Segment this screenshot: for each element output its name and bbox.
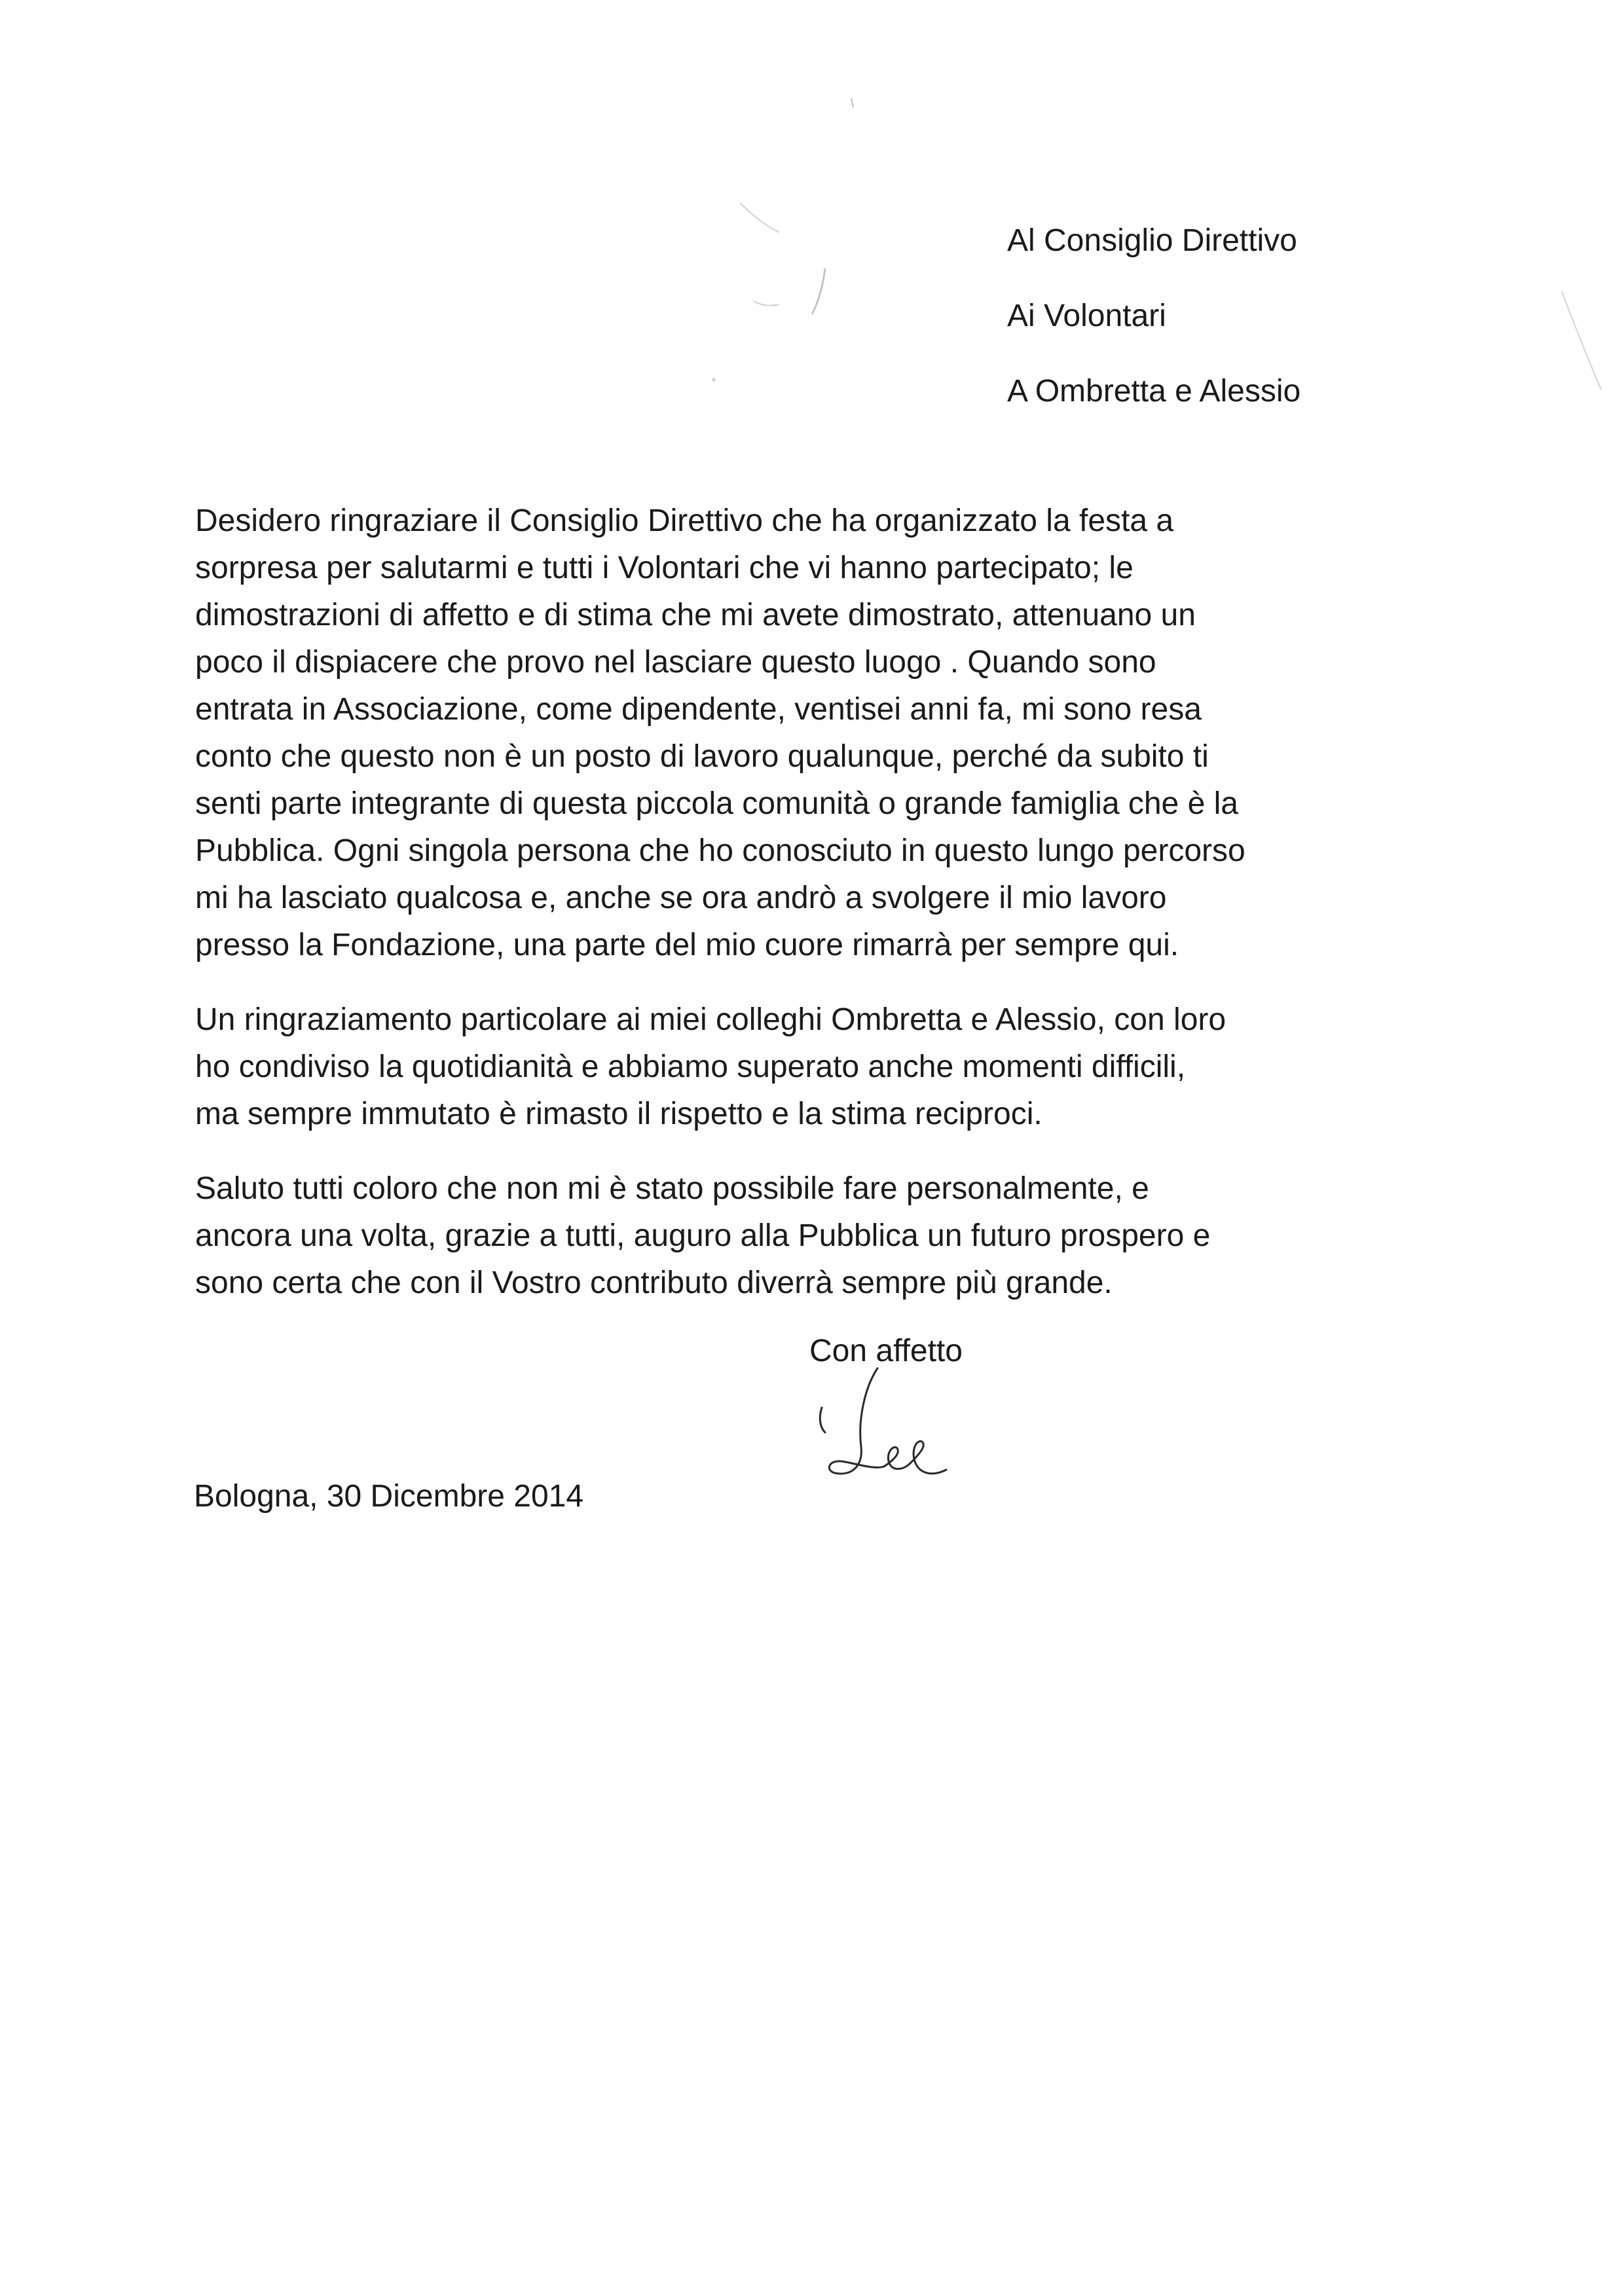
body-line: entrata in Associazione, come dipendente, ventisei anni fa, mi sono resa [195, 692, 1202, 727]
body-line: Desidero ringraziare il Consiglio Direttivo che ha organizzato la festa a [195, 503, 1174, 538]
paragraph-1 [195, 498, 1367, 969]
body-line: ma sempre immutato è rimasto il rispetto e la stima reciproci. [195, 1097, 1043, 1131]
body-line: Saluto tutti coloro che non mi è stato possibile fare personalmente, e [195, 1171, 1149, 1206]
recipient-list [1007, 203, 1301, 429]
body-line: ho condiviso la quotidianità e abbiamo superato anche momenti difficili, [195, 1049, 1186, 1084]
body-line: poco il dispiacere che provo nel lasciare questo luogo . Quando sono [195, 645, 1156, 680]
body-line: dimostrazioni di affetto e di stima che mi avete dimostrato, attenuano un [195, 598, 1196, 632]
closing-salutation: Con affetto [809, 1334, 963, 1368]
body-line: sono certa che con il Vostro contributo diverrà sempre più grande. [195, 1266, 1113, 1300]
paragraph-3 [195, 1165, 1367, 1307]
body-line: ancora una volta, grazie a tutti, auguro alla Pubblica un futuro prospero e [195, 1218, 1211, 1253]
handwritten-signature [812, 1362, 956, 1493]
paragraph-2 [195, 996, 1367, 1138]
recipient-line: Al Consiglio Direttivo [1007, 223, 1297, 258]
body-line: conto che questo non è un posto di lavoro qualunque, perché da subito ti [195, 739, 1209, 774]
recipient-line: Ai Volontari [1007, 299, 1166, 333]
body-line: presso la Fondazione, una parte del mio cuore rimarrà per sempre qui. [195, 928, 1179, 962]
body-line: senti parte integrante di questa piccola comunità o grande famiglia che è la [195, 786, 1238, 821]
body-line: Pubblica. Ogni singola persona che ho conosciuto in questo lungo percorso [195, 833, 1246, 868]
body-line: mi ha lasciato qualcosa e, anche se ora andrò a svolgere il mio lavoro [195, 881, 1167, 915]
body-line: Un ringraziamento particolare ai miei colleghi Ombretta e Alessio, con loro [195, 1002, 1227, 1037]
place-and-date: Bologna, 30 Dicembre 2014 [194, 1479, 584, 1514]
scan-mark-top [694, 92, 864, 393]
letter-body [195, 498, 1367, 1334]
scan-mark-right [1559, 288, 1611, 432]
body-line: sorpresa per salutarmi e tutti i Volontari che vi hanno partecipato; le [195, 551, 1134, 585]
recipient-line: A Ombretta e Alessio [1007, 374, 1301, 409]
